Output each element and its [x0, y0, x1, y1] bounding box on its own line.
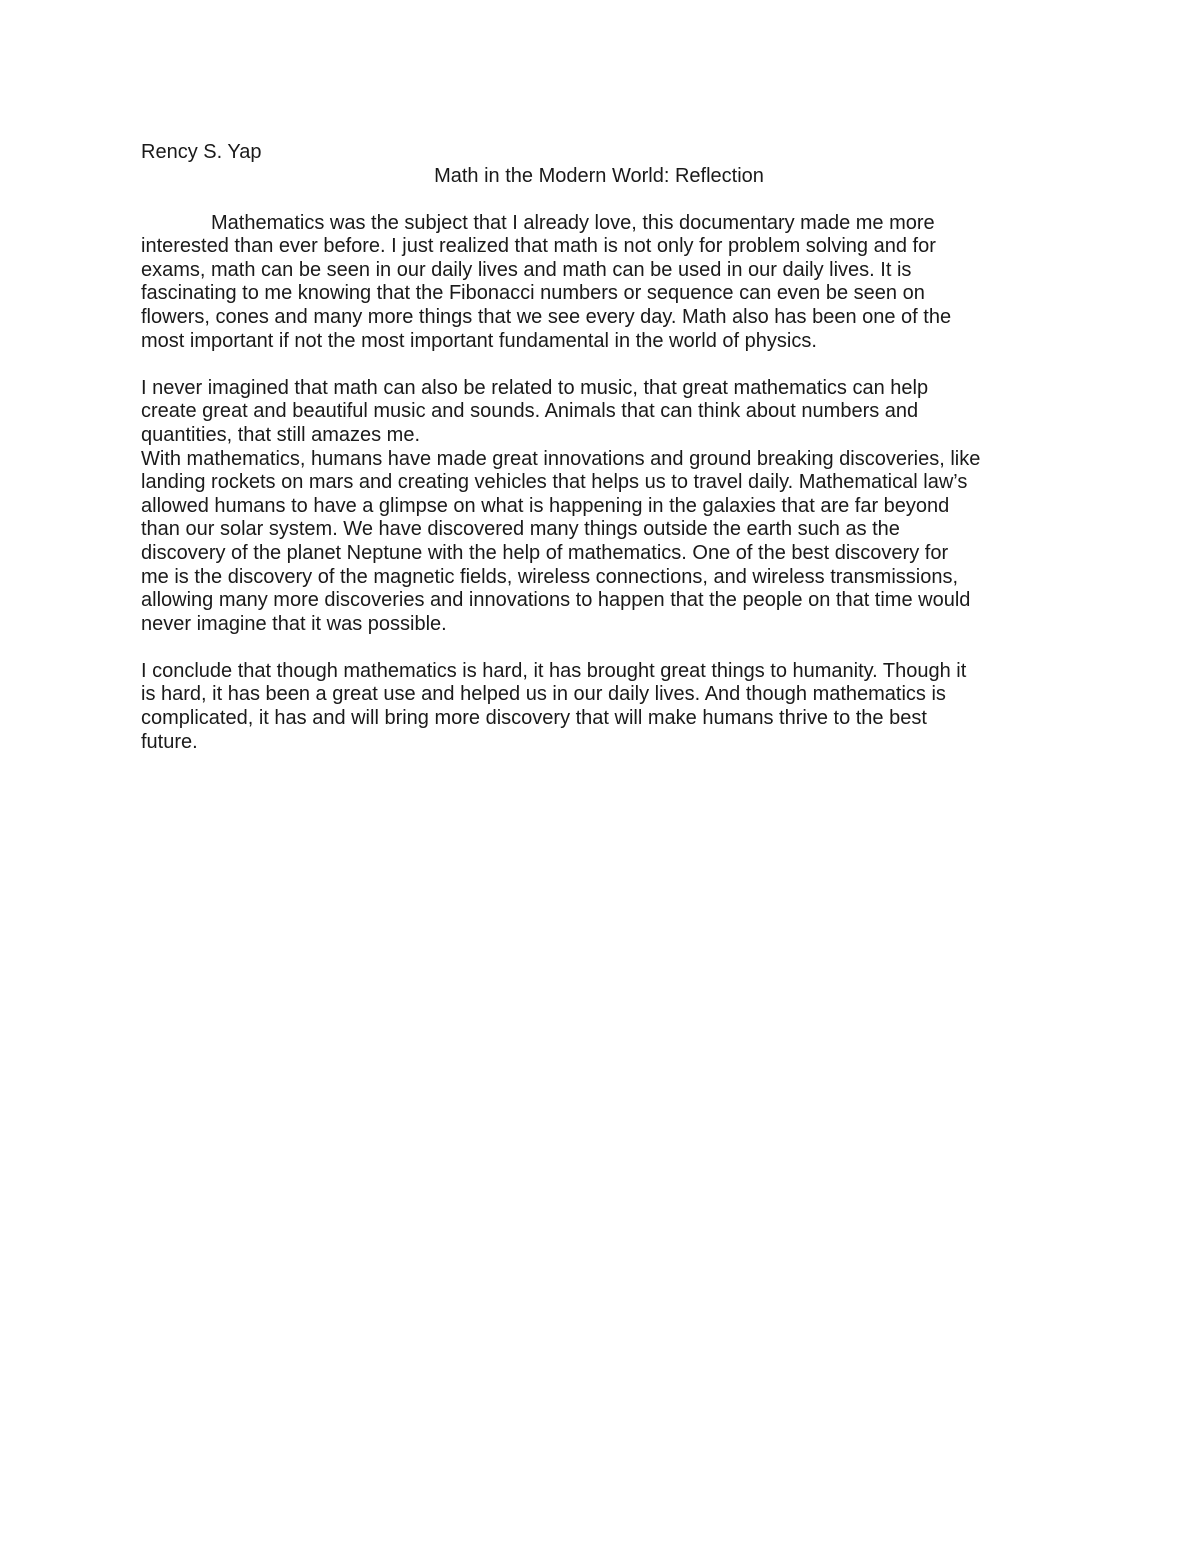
paragraph-line: never imagine that it was possible.: [141, 612, 447, 635]
paragraph-3: [141, 448, 1061, 637]
paragraph-line: most important if not the most important fundamental in the world of physics.: [141, 329, 817, 352]
paragraph-line: me is the discovery of the magnetic fields, wireless connections, and wireless transmissions,: [141, 565, 959, 588]
paragraph-line: complicated, it has and will bring more discovery that will make humans thrive to the best: [141, 707, 927, 730]
spacer: [141, 636, 1061, 660]
paragraph-line: allowing many more discoveries and innovations to happen that the people on that time would: [141, 589, 971, 612]
paragraph-line: I conclude that though mathematics is hard, it has brought great things to humanity. Though it: [141, 659, 967, 682]
paragraph-line: flowers, cones and many more things that we see every day. Math also has been one of the: [141, 305, 952, 328]
paragraph-line: discovery of the planet Neptune with the help of mathematics. One of the best discovery for: [141, 541, 949, 564]
paragraph-line: I never imagined that math can also be related to music, that great mathematics can help: [141, 376, 929, 399]
paragraph-2: [141, 377, 1061, 448]
paragraph-4: [141, 660, 1061, 754]
paragraph-line: exams, math can be seen in our daily lives and math can be used in our daily lives. It is: [141, 258, 912, 281]
paragraph-line: fascinating to me knowing that the Fibonacci numbers or sequence can even be seen on: [141, 282, 925, 305]
paragraph-line: than our solar system. We have discovered many things outside the earth such as the: [141, 518, 900, 541]
author-name: Rency S. Yap: [141, 141, 262, 163]
paragraph-line: allowed humans to have a glimpse on what is happening in the galaxies that are far beyond: [141, 494, 950, 517]
paragraph-line: landing rockets on mars and creating vehicles that helps us to travel daily. Mathematical law’s: [141, 471, 968, 494]
paragraph-line: Mathematics was the subject that I already love, this documentary made me more: [211, 211, 935, 234]
spacer: [141, 188, 1061, 212]
paragraph-1: [141, 212, 1061, 354]
paragraph-line: future.: [141, 730, 198, 753]
paragraph-line: interested than ever before. I just realized that math is not only for problem solving and for: [141, 235, 936, 258]
document-title: Math in the Modern World: Reflection: [434, 165, 764, 187]
paragraph-line: is hard, it has been a great use and helped us in our daily lives. And though mathematics is: [141, 683, 946, 706]
paragraph-line: create great and beautiful music and sounds. Animals that can think about numbers and: [141, 400, 919, 423]
paragraph-line: quantities, that still amazes me.: [141, 423, 421, 446]
paragraph-line: With mathematics, humans have made great innovations and ground breaking discoveries, like: [141, 447, 981, 470]
spacer: [141, 353, 1061, 377]
document-page: [141, 140, 1061, 754]
